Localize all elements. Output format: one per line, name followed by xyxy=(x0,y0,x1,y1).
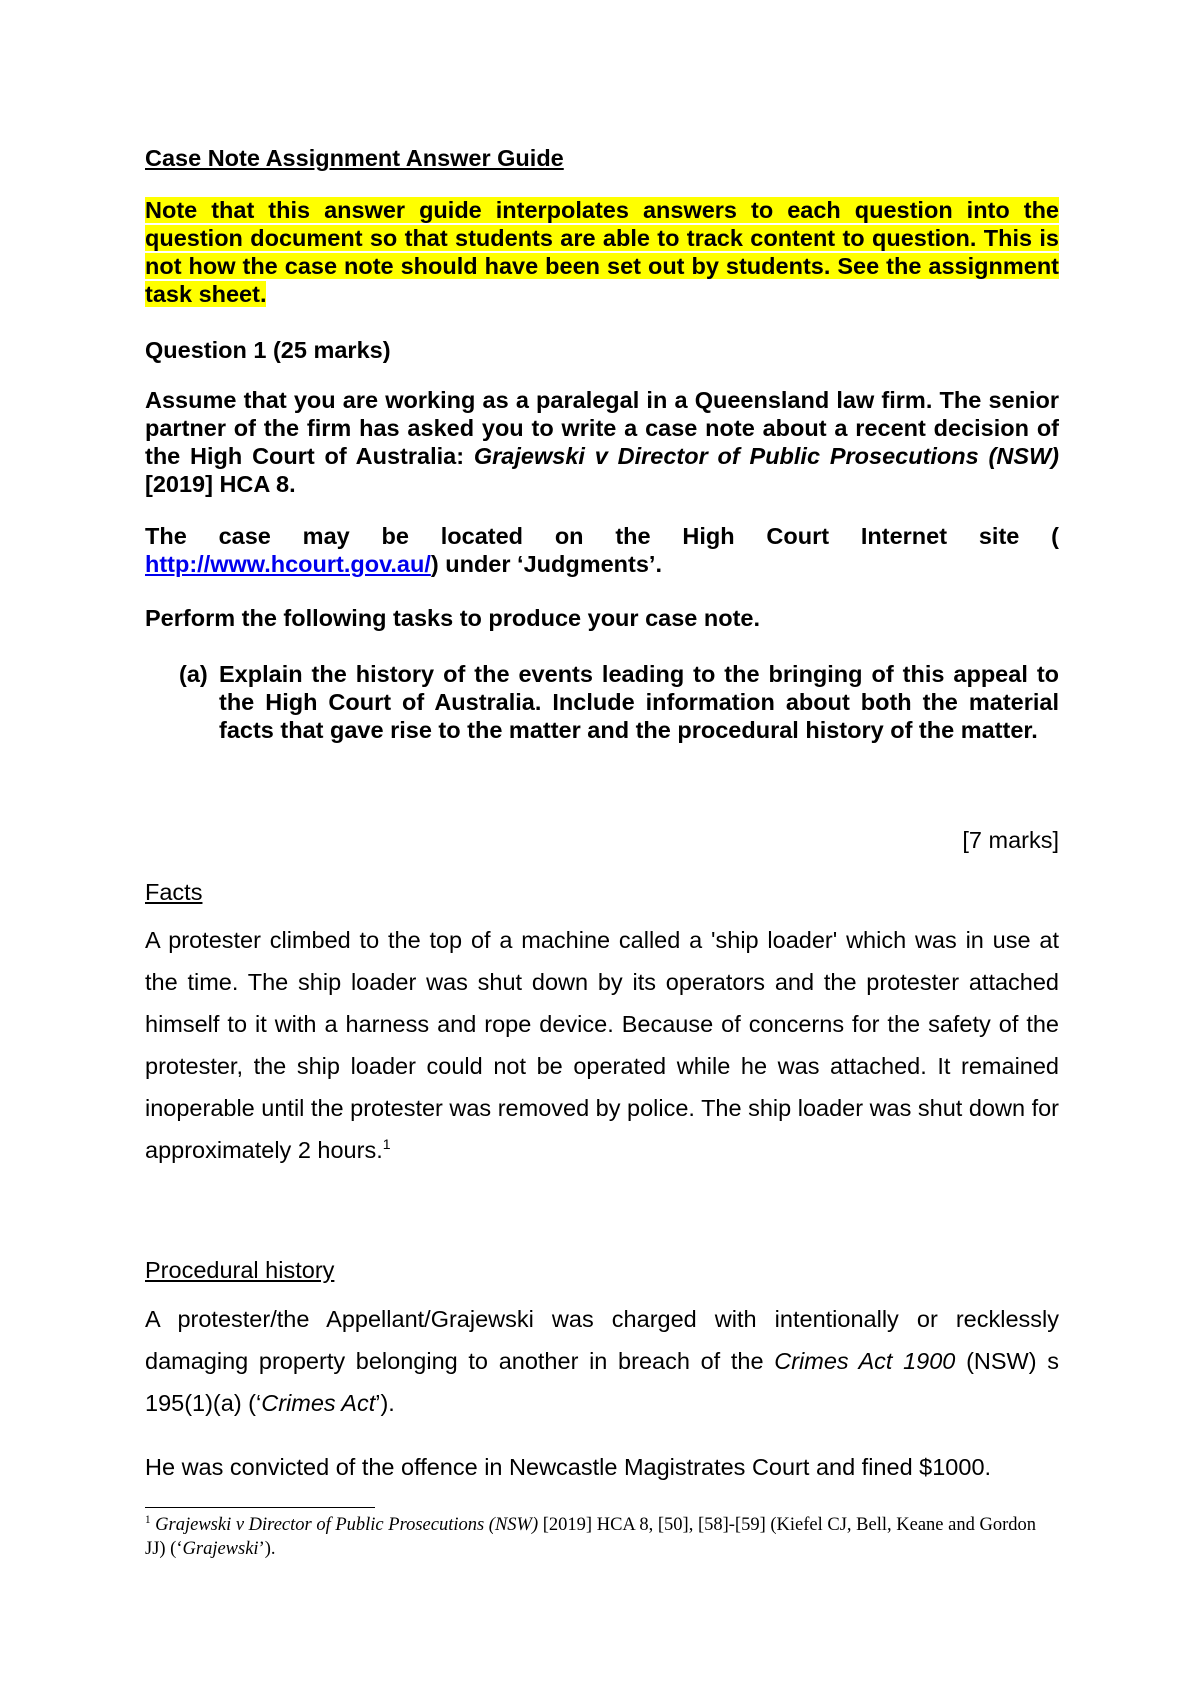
procedural-history-heading: Procedural history xyxy=(145,1257,335,1283)
footnote-1: $^1$ Grajewski v Director of Public Prosecutions (NSW) [2019] HCA 8, [50], [58]-[59] (Kiefel CJ, Bell, Keane and Gordon JJ) (‘Grajewski’). xyxy=(145,1513,1036,1559)
task-item-label: (a) xyxy=(179,661,208,687)
case-name: Grajewski v Director of Public Prosecutions (NSW) xyxy=(473,443,1059,469)
note-paragraph xyxy=(145,196,1059,308)
footnote-ref[interactable]: 1 xyxy=(382,1136,391,1153)
procedural-paragraph-1: A protester/the Appellant/Grajewski was charged with intentionally or recklessly damaging property belonging to another in breach of the Crimes Act 1900 (NSW) s 195(1)(a) (‘Crimes Act’). xyxy=(145,1306,1059,1416)
task-item-text: Explain the history of the events leading to the bringing of this appeal to the High Court of Australia. Include information about both the material facts that gave rise to the matter and the procedural history of the matter. xyxy=(219,661,1059,743)
facts-heading: Facts xyxy=(145,879,203,905)
question-paragraph-3: Perform the following tasks to produce your case note. xyxy=(145,605,761,631)
procedural-paragraph-2: He was convicted of the offence in Newcastle Magistrates Court and fined $1000. xyxy=(145,1454,992,1480)
courts-link[interactable]: http://www.hcourt.gov.au/ xyxy=(145,551,431,577)
task-item-a xyxy=(179,660,1059,744)
footnote-separator xyxy=(145,1507,375,1508)
highlighted-note: Note that this answer guide interpolates answers to each question into the question document so that students are able to track content to question. This is not how the case note should have been set out by students. See the assignment task sheet. xyxy=(145,197,1059,307)
question-paragraph-2: The case may be located on the High Court Internet site ( xyxy=(145,523,1059,549)
question-paragraph-1: Assume that you are working as a paralegal in a Queensland law firm. The senior partner of the firm has asked you to write a case note about a recent decision of the High Court of Australia: Grajewski v Director of Public Prosecutions (NSW) [2019] HCA 8. xyxy=(145,387,1059,497)
facts-paragraph: A protester climbed to the top of a machine called a 'ship loader' which was in use at the time. The ship loader was shut down by its operators and the protester attached himself to it with a harness and rope device. Because of concerns for the safety of the protester, the ship loader could not be operated while he was attached. It remained inoperable until the protester was removed by police. The ship loader was shut down for approximately 2 hours.$^1$ xyxy=(145,927,1059,1163)
question-heading: Question 1 (25 marks) xyxy=(145,337,391,363)
question-paragraph-2-cont: http://www.hcourt.gov.au/) under ‘Judgments’. xyxy=(145,551,662,577)
footnote-number: 1 xyxy=(145,1513,151,1526)
marks-label: [7 marks] xyxy=(962,827,1059,853)
document-title: Case Note Assignment Answer Guide xyxy=(145,145,564,171)
